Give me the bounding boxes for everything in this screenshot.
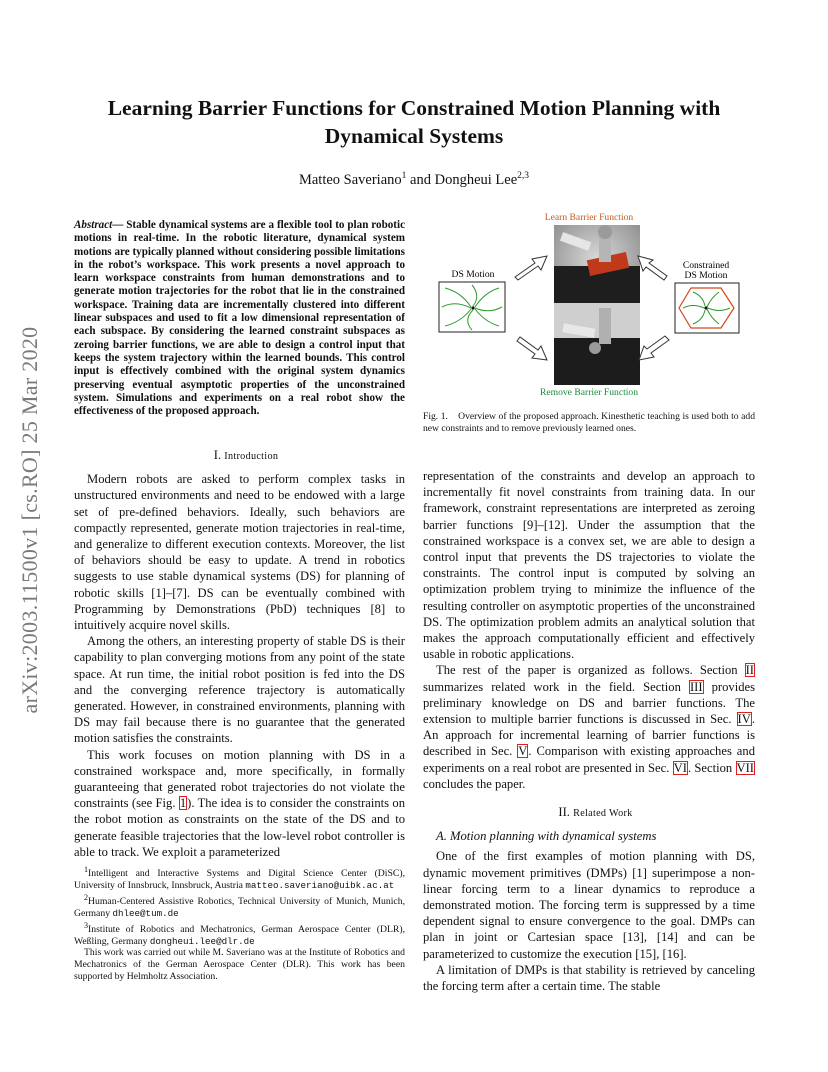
figure-1-diagram: [423, 208, 755, 400]
section-ref-link[interactable]: VII: [736, 760, 754, 775]
section-ref-link[interactable]: II: [745, 663, 754, 678]
section-ref-link[interactable]: V: [518, 744, 528, 759]
section-title-1: Introduction: [224, 451, 279, 462]
email-link[interactable]: dongheui.lee@dlr.de: [149, 935, 255, 947]
author-name: Matteo Saveriano: [298, 171, 402, 188]
footnote-2: $^2$Human-Centered Assistive Robotics, Technical University of Munich, Munich, Germany dhlee@tum.de: [74, 892, 405, 919]
paragraph: One of the first examples of motion planning with DS, dynamic movement primitives (DMPs) [1] superimpose a non-linear forcing term to a linear dynamics to reproduce a demonstrated motion. The forcing term is suppressed by a time dependent signal to ensure convergence to the goal. DMPs can plan in joint or Cartesian space [13], [14] and can be parameterized to customize the execution [15], [16].: [423, 849, 755, 961]
arxiv-identifier: arXiv:2003.11500v1 [cs.RO] 25 Mar 2020: [17, 326, 42, 714]
arrow-to-learn: [515, 256, 547, 280]
paragraph: This work focuses on motion planning with DS in a constrained workspace and, more specifically, in formally guaranteeing that generated robot trajectories do not violate the constraints (see Fig. 1). The idea is to consider the constraints on the robot motion as constraints on the state of the DS and to generate feasible trajectories that the low-level robot controller is able to track. We exploit a parameterized: [74, 747, 406, 859]
footnote-3: $^3$Institute of Robotics and Mechatronics, German Aerospace Center (DLR), Weßling, Germany dongheui.lee@dlr.de: [74, 920, 405, 947]
footnote-1: $^1$Intelligent and Interactive Systems and Digital Science Center (DiSC), University of Innsbruck, Innsbruck, Austria matteo.saveriano@uibk.ac.at: [74, 865, 405, 892]
abstract-label: Abstract: [74, 219, 113, 231]
paragraph: Modern robots are asked to perform complex tasks in unstructured environments and need to be endowed with a large set of pre-defined behaviors. Ideally, such behaviors are compactly represented, generate motion trajectories in real-time, and generalize to different execution contexts. Moreover, the list of behaviors should be easy to update. A trend in robotics suggests to use stable dynamical systems (DS) for planning of robotic skills [1]–[7]. DS can be eventually combined with Programming by Demonstrations (PbD) techniques [8] to intuitively acquire novel skills.: [74, 472, 405, 633]
email-link[interactable]: dhlee@tum.de: [112, 907, 179, 919]
section-title-2: Related Work: [573, 808, 633, 820]
learn-photo: [554, 225, 640, 311]
figure-1: [423, 208, 755, 400]
subsection-heading: A. Motion planning with dynamical systems: [436, 829, 657, 844]
paragraph: representation of the constraints and develop an approach to incrementally fit novel constraints from training data. In our framework, constraint representations are interpreted as zeroing barrier functions [9]–[12]. Under the assumption that the constrained workspace is a convex set, we are able to design a control input that prevents the DS trajectories to violate the constraints. The control input is computed by solving an optimization problem trying to minimize the influence of the resulting controller on asymptotic properties of the unconstrained DS. The optimization problem admits an analytical solution that makes the approach computationally efficient and effectively usable in robotic applications.: [423, 469, 755, 662]
author-affiliation: 1: [401, 171, 407, 181]
author-line: [0, 171, 828, 189]
paragraph: Among the others, an interesting property of stable DS is their capability to plan converging motions from any point of the state space. At run time, the initial robot position is fed into the DS and the converging reference trajectory is automatically generated. However, in constrained environments, planning with DS may fail because there is no guarantee that the generated motion satisfies the constraints.: [74, 634, 405, 746]
figure-caption: [423, 411, 755, 435]
section-ref-link[interactable]: III: [689, 679, 703, 694]
arxiv-sidebar: [10, 280, 50, 760]
arrow-to-ds: [517, 337, 547, 360]
constrained-label-1: Constrained: [682, 260, 730, 271]
constrained-ds-plot: [675, 283, 739, 333]
footnotes: [74, 864, 405, 983]
section-heading-1: I. Introduction: [213, 448, 279, 462]
figure-caption-text: Overview of the proposed approach. Kinesthetic teaching is used both to add new constraints and to remove previously learned ones.: [423, 411, 756, 435]
constrained-label-2: DS Motion: [684, 270, 728, 281]
section-heading-2: II. Related Work: [558, 805, 633, 820]
ds-motion-label: DS Motion: [451, 269, 495, 280]
remove-photo: [554, 303, 640, 385]
abstract-text: — Stable dynamical systems are a flexible tool to plan robotic motions in real-time. In the robotic literature, dynamical system motions are typically planned without considering possible limitations in the robot’s workspace. This work presents a novel approach to learn workspace constraints from human demonstrations and to generate motion trajectories for the robot that lie in the constrained workspace. Training data are incrementally clustered into different linear subspaces and used to fit a low dimensional representation of each subspace. By considering the learned constraint subspaces as zeroing barrier functions, we are able to design a control input that keeps the system trajectory within the learned bounds. This control input is effectively combined with the original system dynamics preserving eventual asymptotic properties of the unconstrained system. Simulations and experiments on a real robot show the effectiveness of the proposed approach.: [74, 219, 405, 418]
author-separator: and: [406, 171, 435, 188]
paper-title: Learning Barrier Functions for Constrained Motion Planning with Dynamical Systems: [107, 96, 721, 148]
author-name: Dongheui Lee: [434, 171, 518, 188]
author-affiliation: 2,3: [517, 171, 530, 181]
ds-motion-plot: [439, 282, 505, 332]
learn-barrier-label: Learn Barrier Function: [544, 212, 634, 223]
section-ref-link[interactable]: IV: [737, 712, 751, 727]
figure-caption-label: Fig. 1.: [423, 411, 448, 422]
paragraph: A limitation of DMPs is that stability is retrieved by canceling the forcing term after a certain time. The stable: [423, 962, 755, 994]
email-link[interactable]: matteo.saveriano@uibk.ac.at: [245, 880, 395, 892]
paragraph: The rest of the paper is organized as follows. Section II summarizes related work in the field. Section III provides preliminary knowledge on DS and barrier functions. The extension to multiple barrier functions is discussed in Sec. IV. An approach for incremental learning of barrier functions is described in Sec. V. Comparison with existing approaches and experiments on a real robot are presented in Sec. VI. Section VII concludes the paper.: [423, 663, 756, 791]
remove-barrier-label: Remove Barrier Function: [539, 387, 639, 398]
arrow-to-remove: [639, 336, 669, 360]
footnote-note: This work was carried out while M. Saveriano was at the Institute of Robotics and Mechatronics of the German Aerospace Center (DLR). This work has been supported by Helmholtz Association.: [74, 947, 405, 983]
arrow-to-constrained: [638, 256, 667, 280]
right-column: [423, 468, 755, 994]
abstract: [74, 219, 405, 418]
section-ref-link[interactable]: VI: [673, 760, 687, 775]
figure-ref-link[interactable]: 1: [179, 796, 187, 811]
left-column: [74, 448, 406, 860]
